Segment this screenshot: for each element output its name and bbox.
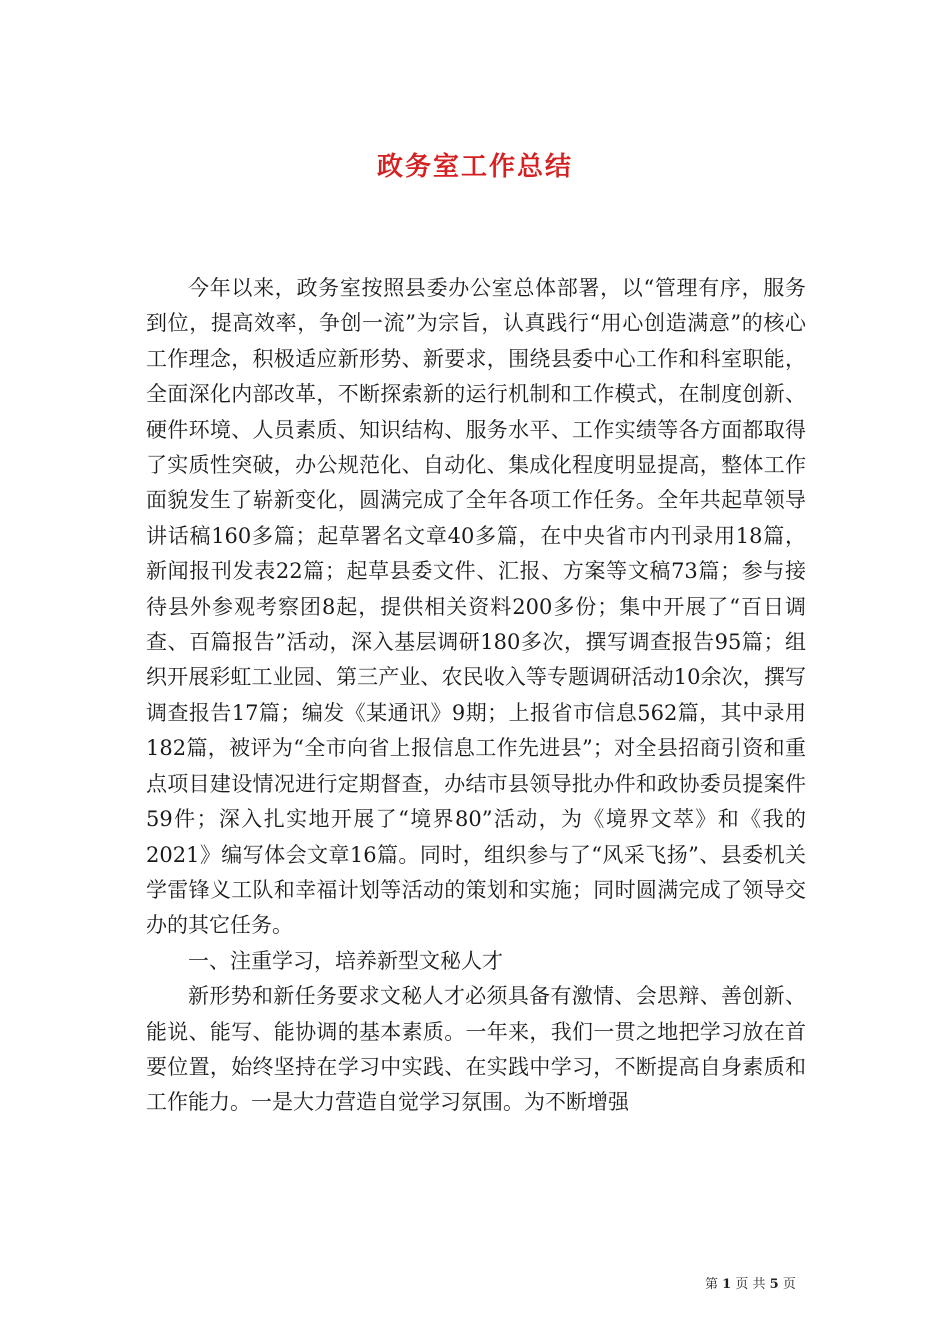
section-heading: 一、注重学习，培养新型文秘人才 <box>188 948 503 973</box>
intro-paragraph: 今年以来，政务室按照县委办公室总体部署，以“管理有序，服务到位，提高效率，争创一流”为宗旨，认真践行“用心创造满意”的核心工作理念，积极适应新形势、新要求，围绕县委中心工作和科室职能，全面深化内部改革，不断探索新的运行机制和工作模式，在制度创新、硬件环境、人员素质、知识结构、服务水平、工作实绩等各方面都取得了实质性突破，办公规范化、自动化、集成化程度明显提高，整体工作面貌发生了崭新变化，圆满完成了全年各项工作任务。全年共起草领导讲话稿160多篇；起草署名文章40多篇，在中央省市内刊录用18篇，新闻报刊发表22篇；起草县委文件、汇报、方案等文稿73篇；参与接待县外参观考察团8起，提供相关资料200多份；集中开展了“百日调查、百篇报告”活动，深入基层调研180多次，撰写调查报告95篇；组织开展彩虹工业园、第三产业、农民收入等专题调研活动10余次，撰写调查报告17篇；编发《某通讯》9期；上报省市信息562篇，其中录用182篇，被评为“全市向省上报信息工作先进县”；对全县招商引资和重点项目建设情况进行定期督查，办结市县领导批办件和政协委员提案件59件；深入扎实地开展了“境界80”活动，为《境界文萃》和《我的2021》编写体会文章16篇。同时，组织参与了“风采飞扬”、县委机关学雷锋义工队和幸福计划等活动的策划和实施；同时圆满完成了领导交办的其它任务。 <box>146 276 806 938</box>
current-page-number: 1 <box>722 1277 732 1292</box>
footer-middle: 页 共 <box>735 1277 766 1292</box>
footer-suffix: 页 <box>782 1277 796 1292</box>
document-title: 政务室工作总结 <box>376 152 573 183</box>
body-paragraph: 新形势和新任务要求文秘人才必须具备有激情、会思辩、善创新、能说、能写、能协调的基本素质。一年来，我们一贯之地把学习放在首要位置，始终坚持在学习中实践、在实践中学习，不断提高自身素质和工作能力。一是大力营造自觉学习氛围。为不断增强 <box>146 984 806 1115</box>
page-footer <box>705 1273 815 1292</box>
document-body <box>146 271 806 1121</box>
footer-prefix: 第 <box>705 1277 719 1292</box>
total-page-number: 5 <box>769 1277 779 1292</box>
